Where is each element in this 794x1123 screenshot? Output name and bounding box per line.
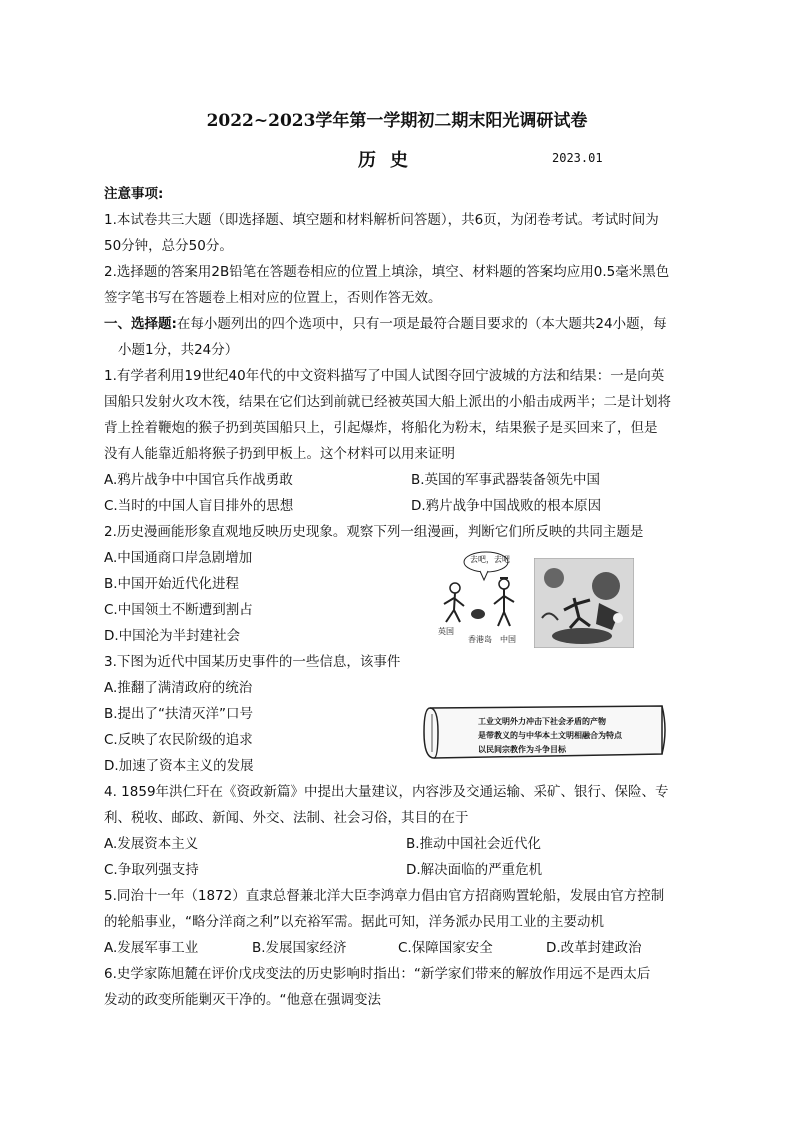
option-a: A.发展资本主义 xyxy=(104,836,199,852)
cartoon-image-1 xyxy=(430,548,530,648)
scroll-text: 工业文明外力冲击下社会矛盾的产物 xyxy=(478,717,606,726)
option-c: C.当时的中国人盲目排外的思想 xyxy=(104,498,294,514)
cartoon-label: 英国 xyxy=(438,627,454,636)
option-a: A.鸦片战争中中国官兵作战勇敢 xyxy=(104,472,293,488)
cartoon-image-2 xyxy=(534,558,634,648)
question-stem: 3.下图为近代中国某历史事件的一些信息，该事件 xyxy=(104,654,401,670)
question-stem: 利、税收、邮政、新闻、外交、法制、社会习俗，其目的在于 xyxy=(104,810,469,826)
question-stem: 4. 1859年洪仁玕在《资政新篇》中提出大量建议，内容涉及交通运输、采矿、银行、保险、专 xyxy=(104,784,669,800)
question-stem: 2.历史漫画能形象直观地反映历史现象。观察下列一组漫画，判断它们所反映的共同主题是 xyxy=(104,524,644,540)
notice-line: 签字笔书写在答题卷上相对应的位置上，否则作答无效。 xyxy=(104,290,442,306)
section-text-cont: 小题1分，共24分） xyxy=(118,342,239,358)
option-c: C.争取列强支持 xyxy=(104,862,199,878)
option-b: B.英国的军事武器装备领先中国 xyxy=(411,472,601,488)
option-b: B.发展国家经济 xyxy=(252,940,347,956)
option-c: C.中国领土不断遭到割占 xyxy=(104,602,253,618)
option-c: C.保障国家安全 xyxy=(398,940,493,956)
option-d: D.中国沦为半封建社会 xyxy=(104,628,241,644)
option-d: D.加速了资本主义的发展 xyxy=(104,758,254,774)
question-stem: 1.有学者利用19世纪40年代的中文资料描写了中国人试图夺回宁波城的方法和结果：一是向英 xyxy=(104,368,665,384)
notice-line: 50分钟，总分50分。 xyxy=(104,238,233,254)
question-stem: 背上拴着鞭炮的猴子扔到英国船只上，引起爆炸，将船化为粉末，结果猴子是买回来了，但是 xyxy=(104,420,658,436)
option-d: D.解决面临的严重危机 xyxy=(406,862,543,878)
option-d: D.鸦片战争中国战败的根本原因 xyxy=(411,498,602,514)
option-b: B.推动中国社会近代化 xyxy=(406,836,542,852)
scroll-text: 是带教义的与中华本土文明相融合为特点 xyxy=(478,731,622,740)
question-stem: 6.史学家陈旭麓在评价戊戌变法的历史影响时指出：“新学家们带来的解放作用远不是西太后 xyxy=(104,966,651,982)
question-stem: 国船只发射火攻木筏，结果在它们达到前就已经被英国大船上派出的小船击成两半；二是计划将 xyxy=(104,394,671,410)
option-a: A.推翻了满清政府的统治 xyxy=(104,680,253,696)
section-label: 一、选择题: xyxy=(104,316,177,332)
exam-date: 2023.01 xyxy=(552,151,603,165)
notice-line: 1.本试卷共三大题（即选择题、填空题和材料解析问答题），共6页，为闭卷考试。考试时间为 xyxy=(104,212,659,228)
option-a: A.发展军事工业 xyxy=(104,940,199,956)
notice-line: 2.选择题的答案用2B铅笔在答题卷相应的位置上填涂，填空、材料题的答案均应用0.5毫米黑色 xyxy=(104,264,670,280)
notice-heading: 注意事项: xyxy=(104,186,164,202)
question-stem: 5.同治十一年（1872）直隶总督兼北洋大臣李鸿章力倡由官方招商购置轮船，发展由官方控制 xyxy=(104,888,665,904)
section-text: 在每小题列出的四个选项中，只有一项是最符合题目要求的（本大题共24小题，每 xyxy=(176,316,667,332)
option-b: B.中国开始近代化进程 xyxy=(104,576,240,592)
option-a: A.中国通商口岸急剧增加 xyxy=(104,550,253,566)
option-d: D.改革封建政治 xyxy=(546,940,642,956)
question-stem: 没有人能靠近船将猴子扔到甲板上。这个材料可以用来证明 xyxy=(104,446,455,462)
question-stem: 的轮船事业，“略分洋商之利”以充裕军需。据此可知，洋务派办民用工业的主要动机 xyxy=(104,914,604,930)
scroll-image xyxy=(420,700,668,764)
cartoon-label: 香港岛 xyxy=(468,635,492,644)
section-heading xyxy=(104,314,667,334)
scroll-text: 以民间宗教作为斗争目标 xyxy=(478,745,566,754)
subject-title: 历史 xyxy=(358,150,422,171)
cartoon-bubble-text: 去吧，去吧 xyxy=(470,555,510,564)
question-stem: 发动的政变所能剿灭干净的。“他意在强调变法 xyxy=(104,992,381,1008)
option-b: B.提出了“扶清灭洋”口号 xyxy=(104,706,254,722)
cartoon-label: 中国 xyxy=(500,635,516,644)
option-c: C.反映了农民阶级的追求 xyxy=(104,732,253,748)
exam-title: 2022~2023学年第一学期初二期末阳光调研试卷 xyxy=(206,111,588,131)
